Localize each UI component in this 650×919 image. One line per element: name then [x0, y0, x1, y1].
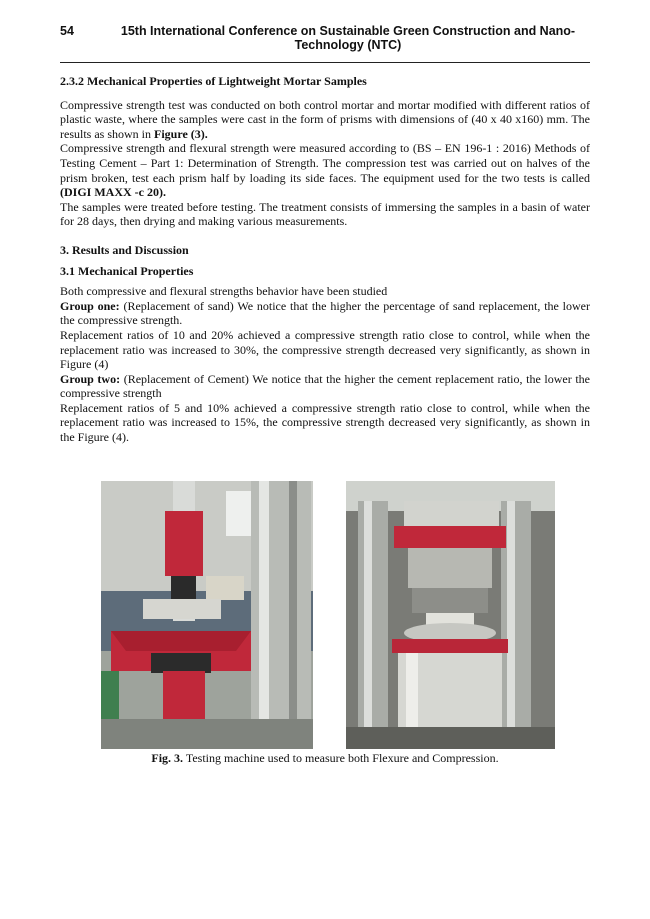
- group-two-label: Group two:: [60, 371, 121, 386]
- paragraph-text: (Replacement of Cement) We notice that the higher the cement replacement ratio, the lower the compressive strength: [60, 371, 591, 401]
- paragraph-text: (Replacement of sand) We notice that the higher the percentage of sand replacement, the lower the compressive strength.: [60, 298, 590, 328]
- figure-caption: [60, 751, 590, 766]
- section-heading-2-3-2: 2.3.2 Mechanical Properties of Lightweight Mortar Samples: [60, 74, 367, 88]
- header-rule: [60, 62, 590, 63]
- paragraph-group-one: [60, 299, 590, 328]
- paragraph-text: Compressive strength test was conducted on both control mortar and mortar modified with different ratios of plastic waste, where the samples were cast in the form of prisms with dimensions of (40 x 40 x160) mm. The results as shown in: [60, 97, 590, 141]
- paragraph-text: Compressive strength and flexural strength were measured according to (BS – EN 196-1 : 2016) Methods of Testing Cement – Part 1: Determination of Strength. The compression test was carried out on halves of the prism broken, test each prism half by loading its side faces. The equipment used for the two tests is called: [60, 141, 590, 185]
- conference-title-line1: 15th International Conference on Sustainable Green Construction and Nano-: [120, 24, 576, 38]
- figure-3: [101, 481, 555, 749]
- page-number: 54: [60, 24, 74, 38]
- paragraph-compressive-test: [60, 98, 590, 142]
- group-one-label: Group one:: [60, 298, 120, 313]
- paragraph-treatment: The samples were treated before testing. The treatment consists of immersing the samples in a basin of water for 28 days, then drying and making various measurements.: [60, 199, 590, 229]
- section-heading-3: 3. Results and Discussion: [60, 242, 189, 257]
- equipment-name: (DIGI MAXX -c 20).: [60, 185, 166, 200]
- paragraph-intro: Both compressive and flexural strengths behavior have been studied: [60, 284, 388, 299]
- figure-caption-label: Fig. 3.: [151, 751, 184, 765]
- flexure-machine-photo: [101, 481, 313, 749]
- paragraph-standard: [60, 141, 590, 199]
- paragraph-group-one-detail: Replacement ratios of 10 and 20% achieved a compressive strength ratio close to control, while when the replacement ratio was increased to 30%, the compressive strength decreased very significantly, as shown in Figure (4): [60, 327, 590, 372]
- paragraph-group-two: [60, 372, 590, 401]
- section-heading-3-1: 3.1 Mechanical Properties: [60, 263, 194, 278]
- conference-title: [106, 24, 590, 52]
- figure-caption-text: Testing machine used to measure both Flexure and Compression.: [183, 751, 499, 765]
- body-text: [60, 74, 590, 445]
- conference-title-line2: Technology (NTC): [294, 38, 402, 52]
- figure-reference: Figure (3).: [154, 126, 208, 141]
- compression-machine-photo: [346, 481, 555, 749]
- paragraph-group-two-detail: Replacement ratios of 5 and 10% achieved a compressive strength ratio close to control, while when the replacement ratio was increased to 15%, the compressive strength decreased very significantly, as shown in the Figure (4).: [60, 400, 590, 445]
